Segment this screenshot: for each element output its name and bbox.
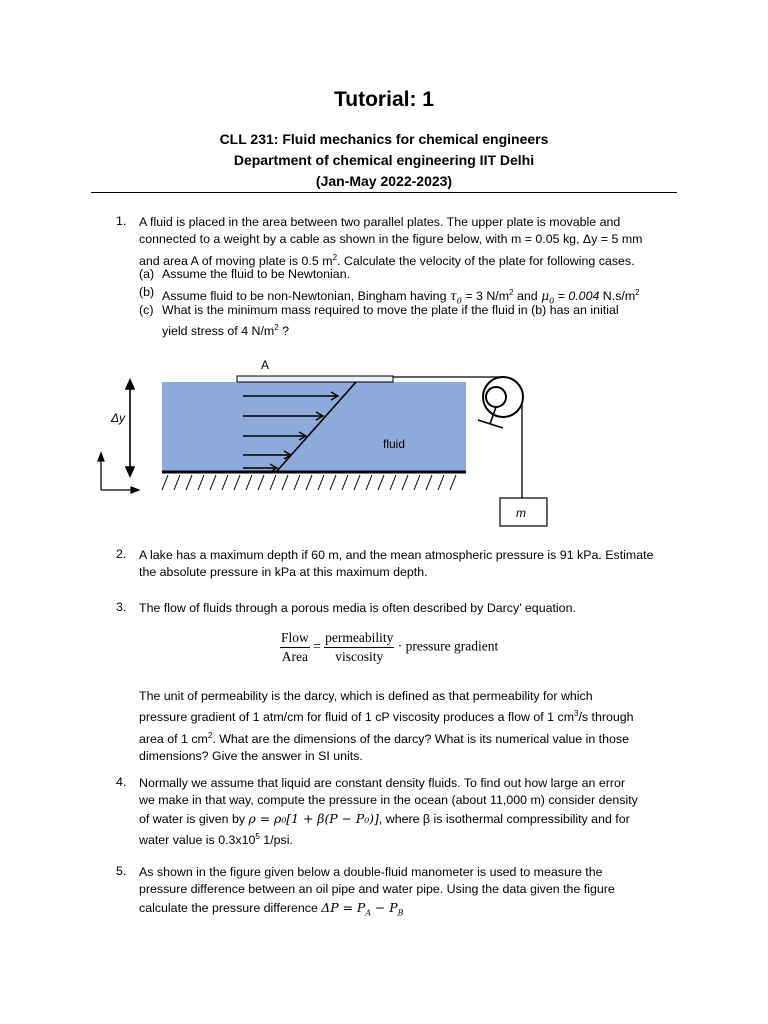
q4-text: Normally we assume that liquid are constant density fluids. To find out how large an error we make in that way, compute the pressure in the ocean (about 11,000 m) consider density of water is given by ρ = ρ₀[1 + β(P − P₀)], where β is isothermal compressibility and for water value is $0.3x10^5$ 1/psi. — [139, 776, 638, 848]
q1-number: 1. — [116, 214, 127, 228]
darcy-equation: $\frac{\text{Flow}}{\text{Area}}$ = $\frac{\text{permeability}}{\text{viscosity}}$ · pressure gradient — [281, 630, 499, 664]
pulley-icon — [483, 377, 523, 417]
q3-text: The unit of permeability is the darcy, which is defined as that permeability for which pressure gradient of 1 atm/cm for fluid of 1 cP viscosity produces a flow of 1 $cm^3/s$ through area of 1 $cm^2$. What are the dimensions of the darcy? What is its numerical value in those dimensions? Give the answer in SI units. — [139, 689, 634, 764]
q1-line: connected to a weight by a cable as shown in the figure below, with m = 0.05 kg, Δy = 5 mm — [139, 232, 643, 247]
dy-label: Δy — [111, 411, 126, 425]
q1c-label: (c) — [139, 303, 154, 317]
mass-label: m — [516, 506, 526, 520]
q1-line: A fluid is placed in the area between two parallel plates. The upper plate is movable and — [139, 215, 621, 229]
q1b-text: Assume fluid to be non-Newtonian, Bingham having $\tau_0 = 3$ $N/m^2$ and $\mu_0 = 0.004$ $N.s/m^2$ — [162, 288, 640, 306]
page-title: Tutorial: 1 — [334, 88, 434, 111]
q1a-label: (a) — [139, 267, 155, 281]
q1-line: and area A of moving plate is 0.5 $m^2$. Calculate the velocity of the plate for following cases. — [139, 252, 635, 268]
q4-number: 4. — [116, 775, 127, 789]
dy-dimension-arrow — [126, 380, 134, 476]
course-title: CLL 231: Fluid mechanics for chemical engineers — [219, 131, 549, 147]
department-name: Department of chemical engineering IIT Delhi — [233, 152, 535, 168]
q5-text: As shown in the figure given below a double-fluid manometer is used to measure the pressure difference between an oil pipe and water pipe. Using the data given the figure calculate the pressure difference $\Delta P = P_A - P_B$ — [139, 865, 615, 918]
q3-number: 3. — [116, 600, 127, 614]
moving-plate — [237, 376, 393, 382]
q5-number: 5. — [116, 864, 127, 878]
wall-hatching — [162, 475, 456, 490]
axes-icon — [98, 453, 139, 493]
q1a-text: Assume the fluid to be Newtonian. — [162, 267, 351, 281]
fluid-label: fluid — [383, 437, 406, 451]
q2-text: A lake has a maximum depth if 60 m, and the mean atmospheric pressure is 91 kPa. Estimate the absolute pressure in kPa at this maximum depth. — [139, 548, 654, 580]
session-label: (Jan-May 2022-2023) — [315, 173, 453, 189]
plate-area-label: A — [261, 358, 270, 372]
q3-intro: The flow of fluids through a porous media is often described by Darcy’ equation. — [139, 601, 576, 615]
q1c-text: What is the minimum mass required to move the plate if the fluid in (b) has an initial yield stress of 4 $N/m^2$ ? — [162, 303, 619, 339]
q1b-label: (b) — [139, 285, 155, 299]
q2-number: 2. — [116, 547, 127, 561]
